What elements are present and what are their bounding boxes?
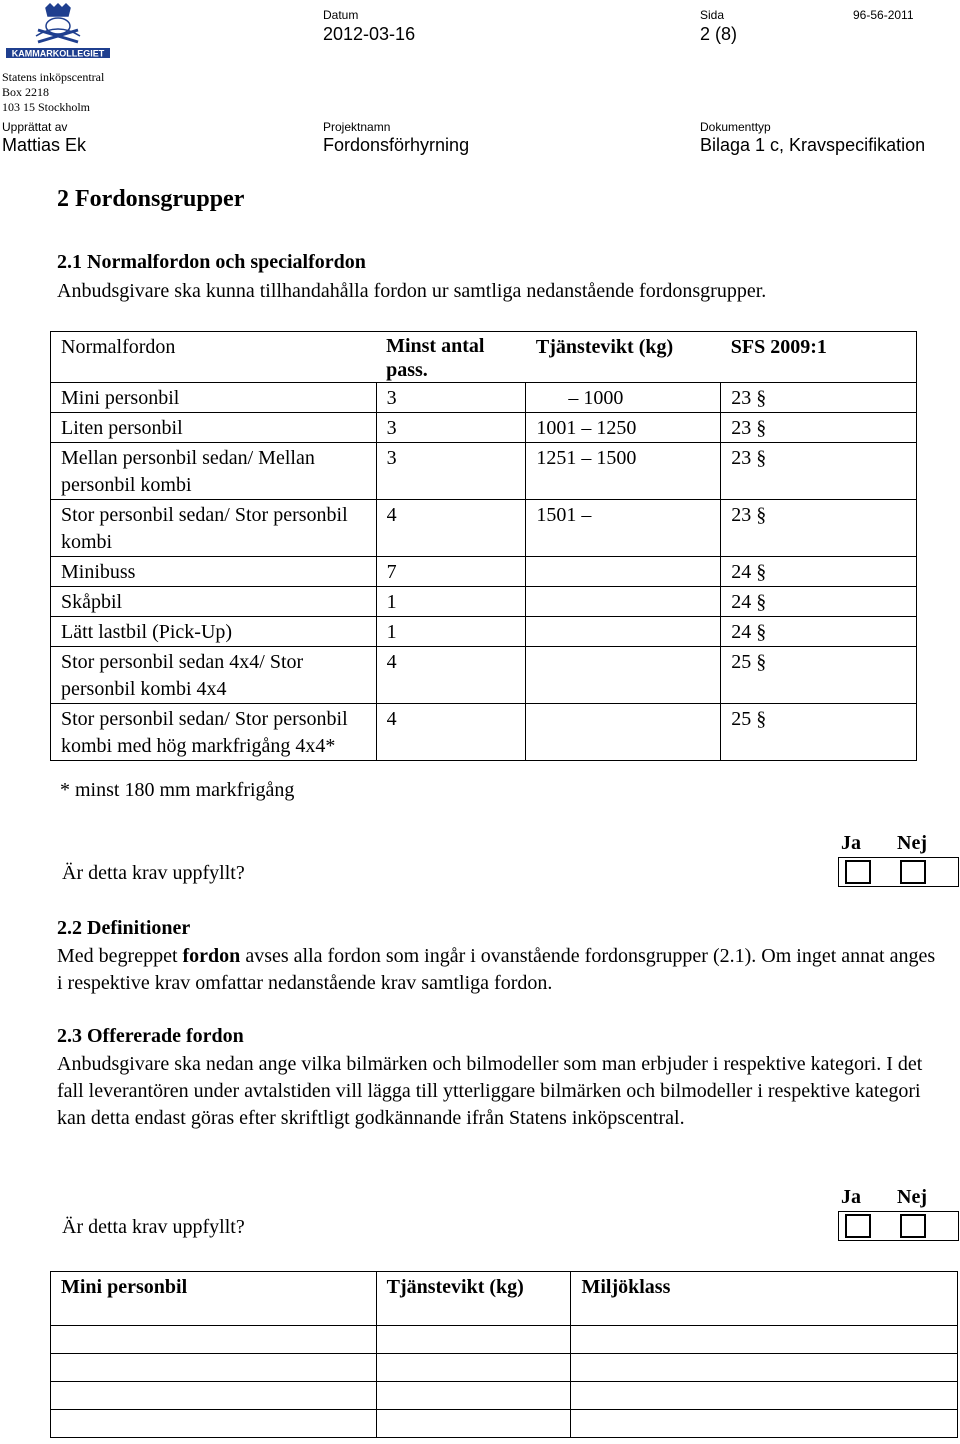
table-cell: Liten personbil [51, 413, 377, 443]
table-cell [526, 704, 721, 761]
input-cell[interactable] [571, 1354, 958, 1382]
input-cell[interactable] [376, 1354, 571, 1382]
header-tjanstevikt-2: Tjänstevikt (kg) [376, 1272, 571, 1326]
table-cell: 1501 – [526, 500, 721, 557]
table-cell [526, 617, 721, 647]
table-row [51, 704, 917, 761]
header-mini-personbil: Mini personbil [51, 1272, 377, 1326]
input-cell[interactable] [51, 1382, 377, 1410]
bold-term: fordon [182, 945, 241, 967]
input-cell[interactable] [571, 1326, 958, 1354]
table-cell: 1 [376, 617, 526, 647]
table-cell: Skåpbil [51, 587, 377, 617]
table-row [51, 443, 917, 500]
table-row [51, 1354, 958, 1382]
table-row [51, 413, 917, 443]
table-row [51, 557, 917, 587]
input-cell[interactable] [571, 1382, 958, 1410]
table-row [51, 587, 917, 617]
kammarkollegiet-logo [6, 2, 110, 66]
table-cell: 7 [376, 557, 526, 587]
table-cell: Minibuss [51, 557, 377, 587]
table-cell [526, 647, 721, 704]
table-cell: 23 § [721, 413, 917, 443]
subsection-text-2-3: Anbudsgivare ska nedan ange vilka bilmärken och bilmodeller som man erbjuder i respektive kategori. I det fall leverantören under avtalstiden vill lägga till ytterliggare bilmärken och bilmodeller i respektive kategori kan detta endast göras efter skriftligt godkännande ifrån Statens inköpscentral. [57, 1053, 923, 1129]
table-cell: – 1000 [526, 383, 721, 413]
text-fragment: avses alla fordon som ingår i ovanstående fordonsgrupper (2.1). Om inget annat anges i respektive krav omfattar nedanstående krav samtliga fordon. [57, 945, 936, 994]
subsection-title-2-1: 2.1 Normalfordon och specialfordon [57, 251, 366, 273]
table-cell: Mini personbil [51, 383, 377, 413]
table-cell: Lätt lastbil (Pick-Up) [51, 617, 377, 647]
text-fragment: Med begreppet [57, 945, 183, 967]
table-cell: 3 [376, 383, 526, 413]
projekt-value: Fordonsförhyrning [323, 135, 470, 155]
doktyp-label: Dokumenttyp [700, 120, 771, 134]
table-row [51, 1382, 958, 1410]
table-cell: 23 § [721, 500, 917, 557]
vehicle-groups-table [50, 331, 917, 761]
input-cell[interactable] [51, 1410, 377, 1438]
projekt-label: Projektnamn [323, 120, 391, 134]
table-row [51, 1326, 958, 1354]
table-cell: 23 § [721, 383, 917, 413]
table-cell: 1001 – 1250 [526, 413, 721, 443]
header-minst-antal: Minst antal pass. [376, 332, 526, 383]
org-city: 103 15 Stockholm [2, 100, 91, 114]
table-footnote: * minst 180 mm markfrigång [60, 779, 295, 801]
table-header-row [51, 1272, 958, 1326]
datum-value: 2012-03-16 [323, 24, 416, 44]
table-cell: 3 [376, 413, 526, 443]
upprattat-value: Mattias Ek [2, 135, 87, 155]
ja-checkbox[interactable] [845, 860, 871, 884]
input-cell[interactable] [376, 1410, 571, 1438]
table-cell: 24 § [721, 617, 917, 647]
doktyp-value: Bilaga 1 c, Kravspecifikation [700, 135, 926, 155]
subsection-text-2-2 [57, 943, 937, 997]
org-box: Box 2218 [2, 85, 50, 99]
nej-checkbox-2[interactable] [900, 1214, 926, 1238]
question-text-2: Är detta krav uppfyllt? [62, 1216, 245, 1238]
header-sfs: SFS 2009:1 [721, 332, 917, 383]
table-row [51, 500, 917, 557]
nej-label-2: Nej [897, 1186, 927, 1208]
input-cell[interactable] [376, 1326, 571, 1354]
nej-label: Nej [897, 832, 927, 854]
offered-vehicles-table [50, 1271, 958, 1438]
sida-value: 2 (8) [700, 24, 738, 44]
subsection-text-2-1: Anbudsgivare ska kunna tillhandahålla fordon ur samtliga nedanstående fordonsgrupper. [57, 280, 767, 302]
table-row [51, 383, 917, 413]
header-tjanstevikt: Tjänstevikt (kg) [526, 332, 721, 383]
table-cell: 1 [376, 587, 526, 617]
table-cell: 3 [376, 443, 526, 500]
doc-number: 96-56-2011 [853, 8, 914, 22]
ja-label-2: Ja [841, 1186, 861, 1208]
input-cell[interactable] [376, 1382, 571, 1410]
upprattat-label: Upprättat av [2, 120, 68, 134]
table-cell: 4 [376, 647, 526, 704]
datum-label: Datum [323, 8, 359, 22]
table-cell: 24 § [721, 587, 917, 617]
table-header-row [51, 332, 917, 383]
section-title: 2 Fordonsgrupper [57, 186, 245, 212]
subsection-title-2-2: 2.2 Definitioner [57, 917, 191, 939]
table-cell: 25 § [721, 704, 917, 761]
input-cell[interactable] [51, 1354, 377, 1382]
input-cell[interactable] [51, 1326, 377, 1354]
org-name: Statens inköpscentral [2, 70, 105, 84]
table-cell: 1251 – 1500 [526, 443, 721, 500]
table-cell: 4 [376, 704, 526, 761]
header-normalfordon: Normalfordon [51, 332, 377, 383]
table-cell: Stor personbil sedan/ Stor personbil kombi med hög markfrigång 4x4* [51, 704, 377, 761]
header-miljoklass: Miljöklass [571, 1272, 958, 1326]
table-cell [526, 557, 721, 587]
table-row [51, 1410, 958, 1438]
table-cell: 24 § [721, 557, 917, 587]
table-cell: 25 § [721, 647, 917, 704]
sida-label: Sida [700, 8, 725, 22]
table-cell: Stor personbil sedan 4x4/ Stor personbil kombi 4x4 [51, 647, 377, 704]
question-text: Är detta krav uppfyllt? [62, 862, 245, 884]
table-cell: Stor personbil sedan/ Stor personbil kombi [51, 500, 377, 557]
input-cell[interactable] [571, 1410, 958, 1438]
table-row [51, 647, 917, 704]
logo-text: KAMMARKOLLEGIET [11, 48, 105, 59]
nej-checkbox[interactable] [900, 860, 926, 884]
subsection-title-2-3: 2.3 Offererade fordon [57, 1025, 244, 1047]
table-row [51, 617, 917, 647]
table-cell [526, 587, 721, 617]
table-cell: 23 § [721, 443, 917, 500]
ja-checkbox-2[interactable] [845, 1214, 871, 1238]
table-cell: Mellan personbil sedan/ Mellan personbil kombi [51, 443, 377, 500]
ja-label: Ja [841, 832, 861, 854]
table-cell: 4 [376, 500, 526, 557]
